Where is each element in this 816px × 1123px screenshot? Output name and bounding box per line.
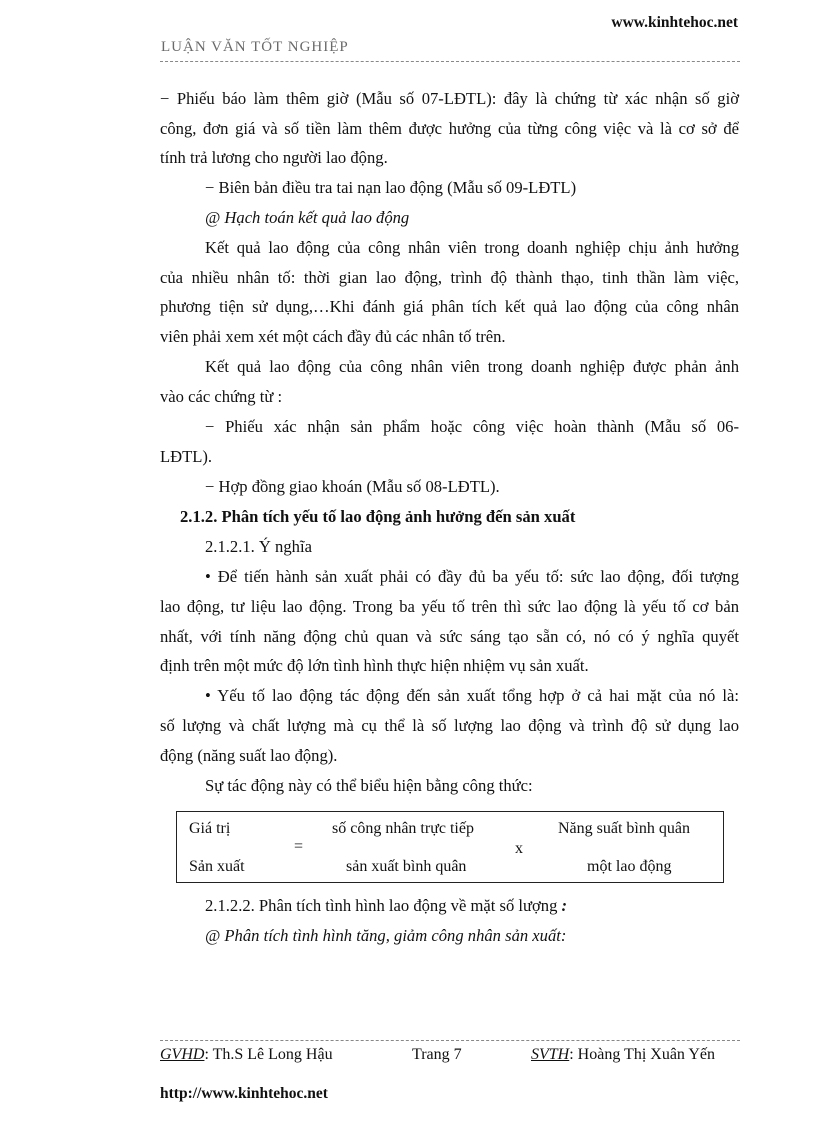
subheading-italic-2: @ Phân tích tình hình tăng, giảm công nhân sản xuất: [205, 926, 567, 945]
para-4-line-1: Kết quả lao động của công nhân viên trong doanh nghiệp được phản ảnh [205, 357, 739, 376]
para-7-line-4: định trên một mức độ lớn tình hình thực hiện nhiệm vụ sản xuất. [160, 656, 589, 675]
formula-times: x [515, 840, 523, 857]
subsection-heading-2-text: 2.1.2.2. Phân tích tình hình lao động về mặt số lượng [205, 896, 558, 915]
para-3-line-3: phương tiện sử dụng,…Khi đánh giá phân tích kết quả lao động của công nhân [160, 297, 739, 316]
formula-right-top: Năng suất bình quân [558, 820, 690, 837]
section-heading: 2.1.2. Phân tích yếu tố lao động ảnh hưởng đến sản xuất [180, 507, 576, 526]
para-3-line-1: Kết quả lao động của công nhân viên trong doanh nghiệp chịu ảnh hưởng [205, 238, 739, 257]
subsection-heading-2 [205, 896, 739, 916]
para-6: − Hợp đồng giao khoán (Mẫu số 08-LĐTL). [205, 477, 500, 496]
para-7-line-2: lao động, tư liệu lao động. Trong ba yếu tố trên thì sức lao động là yếu tố cơ bản [160, 597, 739, 616]
para-1-line-3: tính trả lương cho người lao động. [160, 148, 388, 167]
formula-equals: = [294, 838, 304, 855]
formula-box [176, 811, 724, 883]
footer-student-name: : Hoàng Thị Xuân Yến [569, 1046, 715, 1063]
para-9: Sự tác động này có thể biểu hiện bằng công thức: [205, 776, 533, 795]
footer-advisor-name: : Th.S Lê Long Hậu [204, 1046, 333, 1063]
footer-site-url[interactable]: http://www.kinhtehoc.net [160, 1085, 328, 1102]
para-7-line-3: nhất, với tính năng động chủ quan và sức sáng tạo sẵn có, nó có ý nghĩa quyết [160, 627, 739, 646]
para-1-line-2: công, đơn giá và số tiền làm thêm được hưởng của từng công việc và là cơ sở để [160, 119, 739, 138]
para-1-line-1: − Phiếu báo làm thêm giờ (Mẫu số 07-LĐTL): đây là chứng từ xác nhận số giờ [160, 89, 739, 108]
subheading-italic-1: @ Hạch toán kết quả lao động [205, 208, 410, 227]
para-5-line-2: LĐTL). [160, 447, 213, 466]
running-title: LUẬN VĂN TỐT NGHIỆP [161, 39, 349, 55]
formula-mid-top: số công nhân trực tiếp [332, 820, 474, 837]
para-7-line-1: • Để tiến hành sản xuất phải có đầy đủ ba yếu tố: sức lao động, đối tượng [205, 567, 739, 586]
subsection-heading-1: 2.1.2.1. Ý nghĩa [205, 537, 312, 556]
formula-left-bottom: Sản xuất [189, 858, 245, 875]
footer-student [531, 1046, 715, 1064]
para-8-line-3: động (năng suất lao động). [160, 746, 338, 765]
formula-left-top: Giá trị [189, 820, 231, 837]
para-8-line-1: • Yếu tố lao động tác động đến sản xuất tổng hợp ở cả hai mặt của nó là: [205, 686, 739, 705]
footer-advisor-label: GVHD [160, 1046, 205, 1063]
formula-mid-bottom: sản xuất bình quân [346, 858, 467, 875]
subsection-heading-2-colon: : [561, 896, 568, 915]
footer-divider [160, 1040, 740, 1041]
header-site-url[interactable]: www.kinhtehoc.net [611, 14, 738, 31]
footer-page-number: Trang 7 [412, 1046, 462, 1063]
para-3-line-2: của nhiều nhân tố: thời gian lao động, trình độ thành thạo, tinh thần làm việc, [160, 268, 739, 287]
header-divider [160, 61, 740, 62]
formula-right-bottom: một lao động [587, 858, 672, 875]
para-8-line-2: số lượng và chất lượng mà cụ thể là số lượng lao động và trình độ sử dụng lao [160, 716, 739, 735]
para-4-line-2: vào các chứng từ : [160, 387, 283, 406]
footer-advisor [160, 1046, 333, 1064]
footer-student-label: SVTH [531, 1046, 570, 1063]
para-2: − Biên bản điều tra tai nạn lao động (Mẫu số 09-LĐTL) [205, 178, 577, 197]
para-5-line-1: − Phiếu xác nhận sản phẩm hoặc công việc hoàn thành (Mẫu số 06- [205, 417, 739, 436]
para-3-line-4: viên phải xem xét một cách đầy đủ các nhân tố trên. [160, 327, 506, 346]
